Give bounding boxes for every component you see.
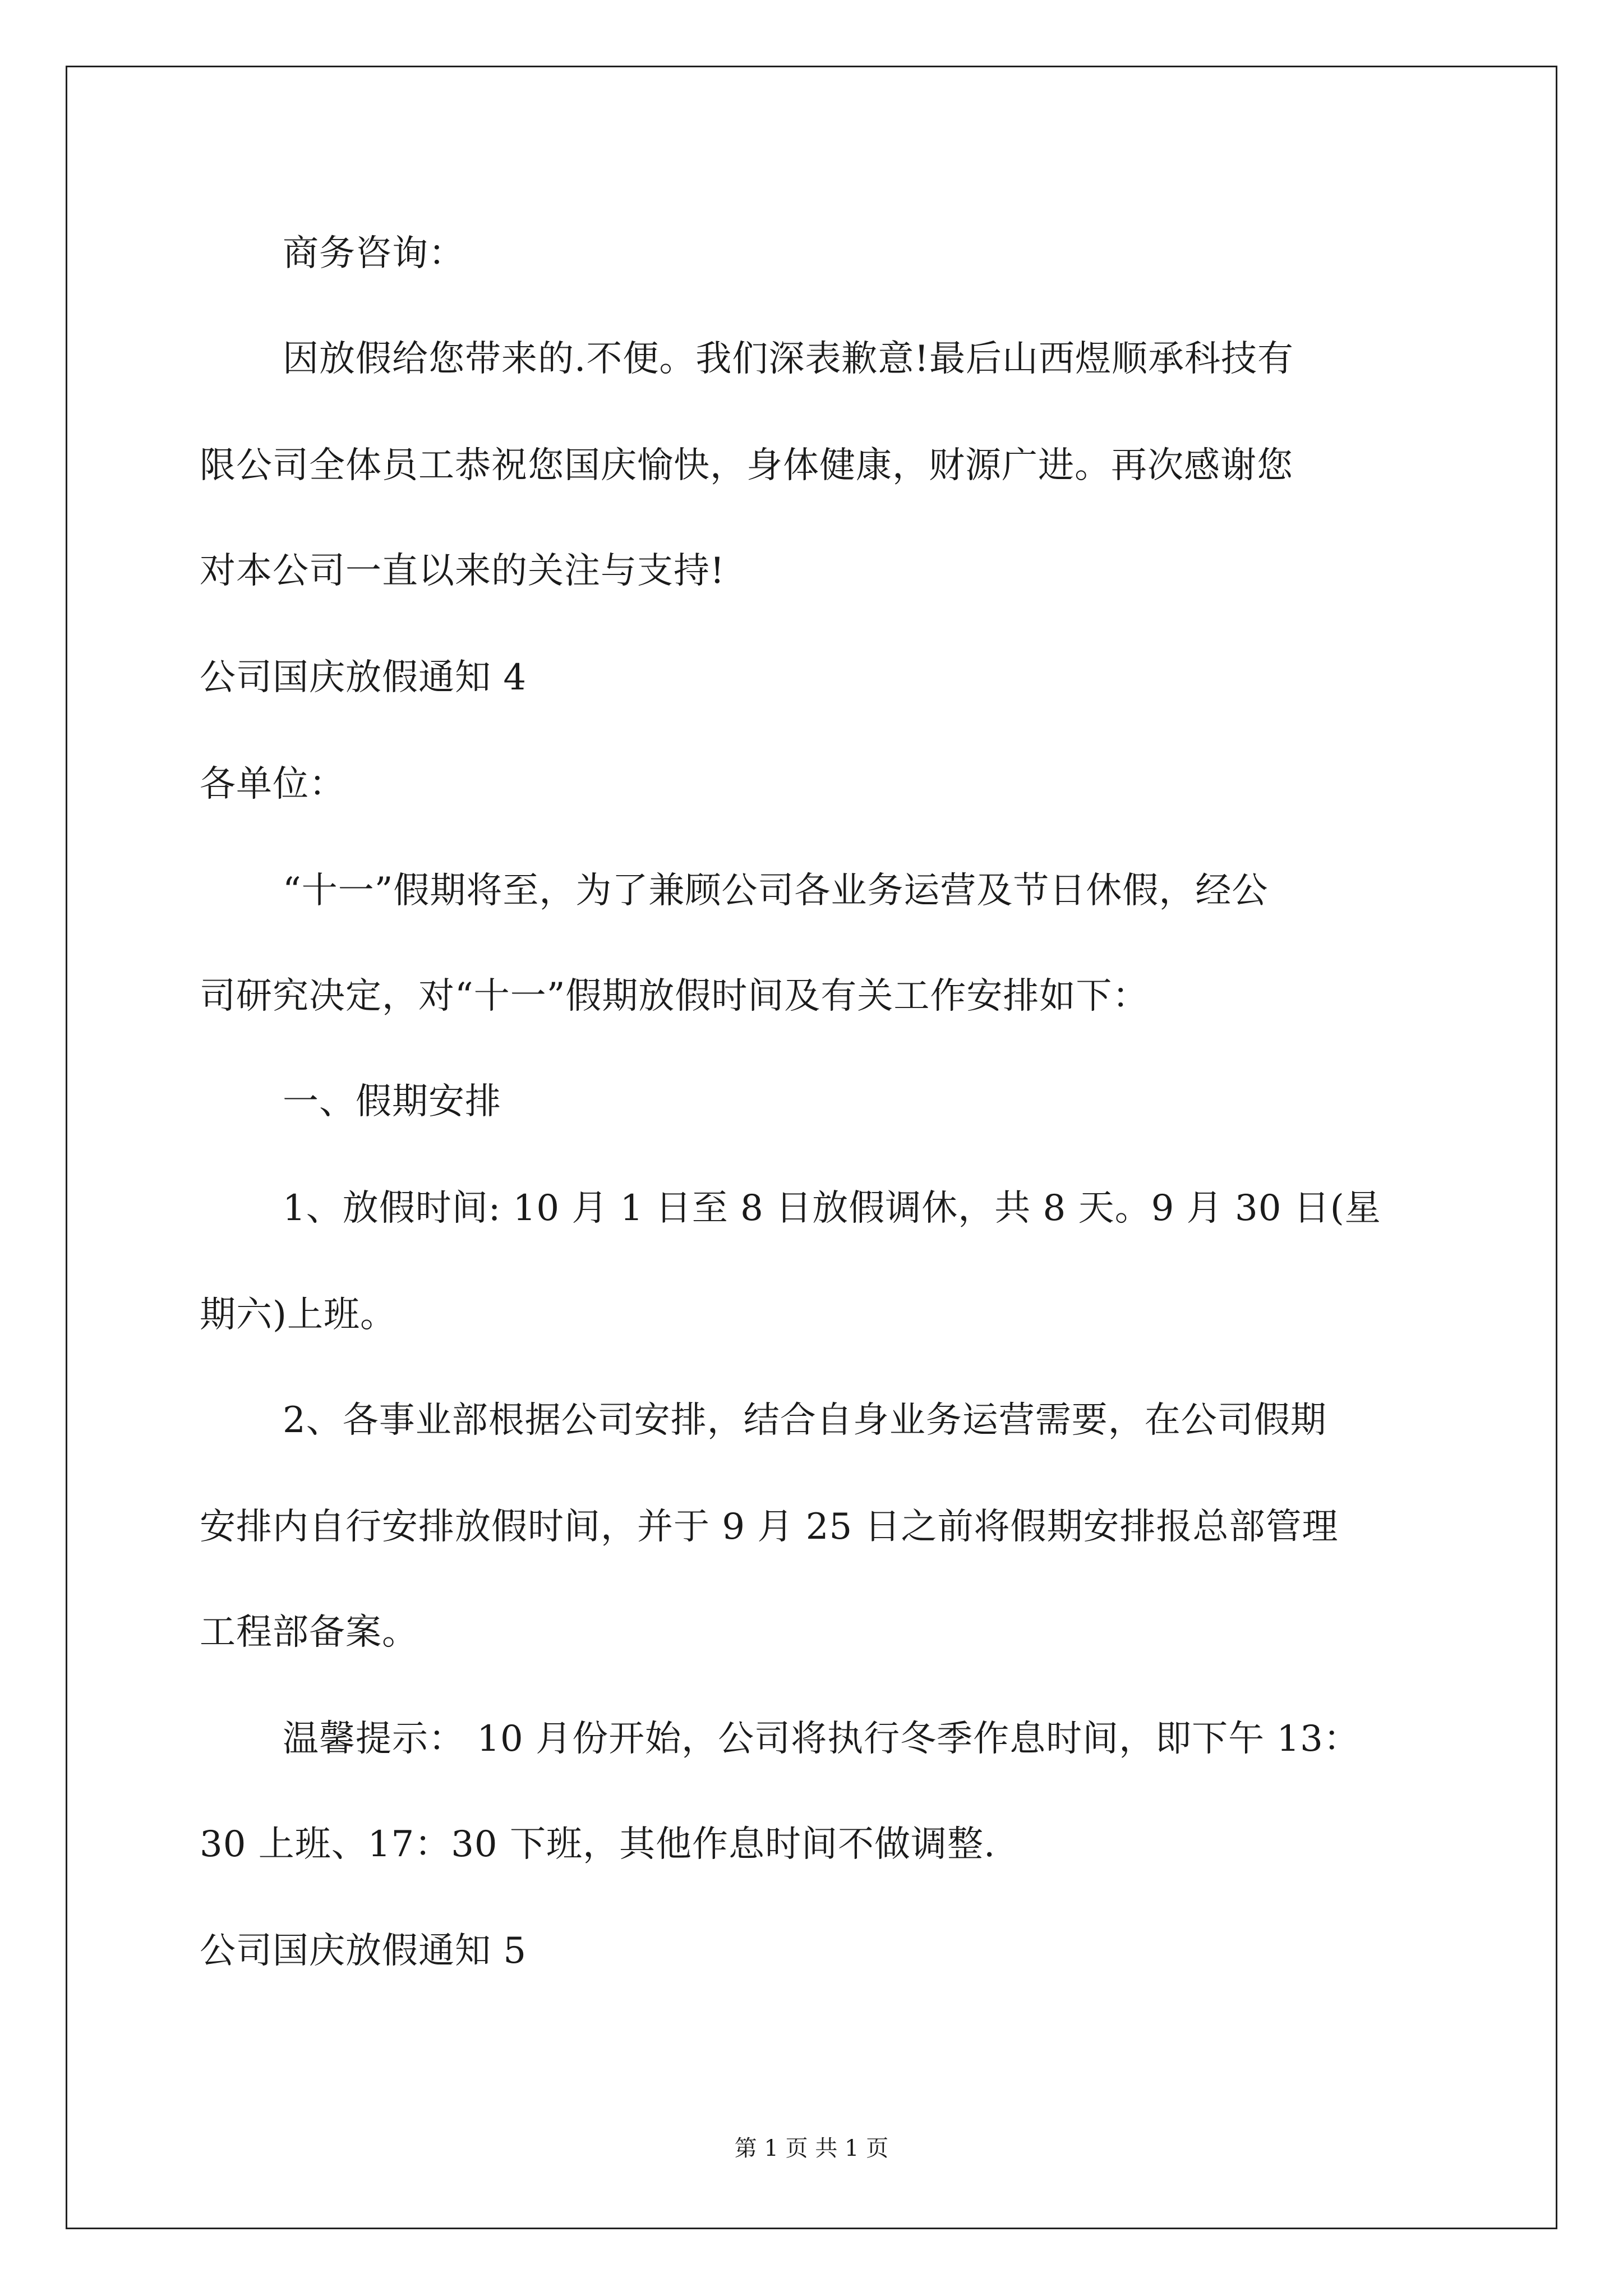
- paragraph-line: 工程部备案。: [200, 1612, 418, 1653]
- section-heading: 公司国庆放假通知 4: [200, 657, 527, 698]
- paragraph-line: 安排内自行安排放假时间，并于 9 月 25 日之前将假期安排报总部管理: [200, 1506, 1339, 1548]
- paragraph-line: 一、假期安排: [283, 1081, 501, 1122]
- paragraph-line: 商务咨询：: [283, 233, 465, 274]
- paragraph-line: 30 上班、17：30 下班，其他作息时间不做调整.: [200, 1824, 996, 1865]
- paragraph-line: 各单位：: [200, 763, 345, 805]
- paragraph-line: 因放假给您带来的.不便。我们深表歉意!最后山西煜顺承科技有: [283, 338, 1294, 380]
- paragraph-line: 温馨提示： 10 月份开始，公司将执行冬季作息时间，即下午 13：: [283, 1718, 1360, 1760]
- paragraph-line: 司研究决定，对“十一”假期放假时间及有关工作安排如下：: [200, 976, 1149, 1017]
- paragraph-line: 对本公司一直以来的关注与支持!: [200, 550, 725, 592]
- section-heading: 公司国庆放假通知 5: [200, 1930, 527, 1972]
- paragraph-line: 期六)上班。: [200, 1294, 396, 1336]
- page-footer: 第 1 页 共 1 页: [734, 2136, 889, 2161]
- paragraph-line: “十一”假期将至，为了兼顾公司各业务运营及节日休假，经公: [283, 870, 1269, 912]
- paragraph-line: 限公司全体员工恭祝您国庆愉快，身体健康，财源广进。再次感谢您: [200, 445, 1293, 486]
- paragraph-line: 2、各事业部根据公司安排，结合自身业务运营需要，在公司假期: [283, 1400, 1327, 1441]
- paragraph-line: 1、放假时间: 10 月 1 日至 8 日放假调休，共 8 天。9 月 30 日(星: [283, 1188, 1381, 1229]
